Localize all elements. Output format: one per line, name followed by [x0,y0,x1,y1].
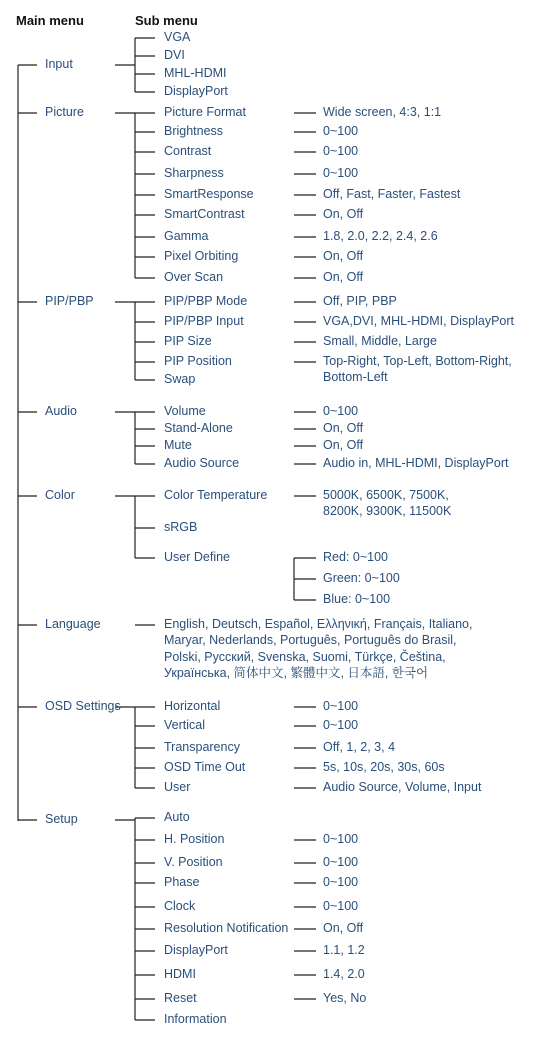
sub-menu-item-brightness[interactable]: Brightness [164,124,224,138]
main-menu-item-color[interactable]: Color [45,488,75,502]
option-values-pip-pbp-input: VGA,DVI, MHL-HDMI, DisplayPort [323,314,515,328]
sub-menu-item-srgb[interactable]: sRGB [164,520,198,534]
main-menu-item-osd-settings[interactable]: OSD Settings [45,699,121,713]
sub-menu-item-pip-size[interactable]: PIP Size [164,334,212,348]
sub-menu-item-dvi[interactable]: DVI [164,48,185,62]
option-values-phase: 0~100 [323,875,359,889]
option-values-sharpness: 0~100 [323,166,359,180]
sub-menu-item-gamma[interactable]: Gamma [164,229,209,243]
sub-menu-item-clock[interactable]: Clock [164,899,196,913]
option-values-pixel-orbiting: On, Off [323,249,364,263]
sub-menu-item-smartresponse[interactable]: SmartResponse [164,187,254,201]
sub-menu-header: Sub menu [135,13,198,28]
option-values-transparency: Off, 1, 2, 3, 4 [323,740,396,754]
sub-menu-item-h-position[interactable]: H. Position [164,832,225,846]
user-define-value-0: Red: 0~100 [323,550,388,564]
main-menu-item-pip-pbp[interactable]: PIP/PBP [45,294,94,308]
sub-menu-item-displayport[interactable]: DisplayPort [164,943,228,957]
sub-menu-item-smartcontrast[interactable]: SmartContrast [164,207,245,221]
option-values-displayport: 1.1, 1.2 [323,943,365,957]
main-menu-item-language[interactable]: Language [45,617,101,631]
sub-menu-item-hdmi[interactable]: HDMI [164,967,196,981]
option-values-audio-source: Audio in, MHL-HDMI, DisplayPort [323,456,509,470]
language-options-line-3: Українська, 简体中文, 繁體中文, 日本語, 한국어 [164,666,429,681]
option-values-pip-size: Small, Middle, Large [323,334,437,348]
sub-menu-item-phase[interactable]: Phase [164,875,200,889]
option-values-h-position: 0~100 [323,832,359,846]
language-options-line-2: Polski, Русский, Svenska, Suomi, Türkçe, Čeština, [164,649,446,664]
language-options-line-0: English, Deutsch, Español, Ελληνική, Français, Italiano, [164,617,473,631]
sub-menu-item-picture-format[interactable]: Picture Format [164,105,246,119]
option-values-contrast: 0~100 [323,144,359,158]
sub-menu-item-vga[interactable]: VGA [164,30,191,44]
sub-menu-item-vertical[interactable]: Vertical [164,718,205,732]
sub-menu-item-color-temperature[interactable]: Color Temperature [164,488,268,502]
option-values-osd-time-out: 5s, 10s, 20s, 30s, 60s [323,760,445,774]
sub-menu-item-swap[interactable]: Swap [164,372,196,386]
main-menu-header: Main menu [16,13,84,28]
sub-menu-item-v-position[interactable]: V. Position [164,855,223,869]
option-values-stand-alone: On, Off [323,421,364,435]
option-values-gamma: 1.8, 2.0, 2.2, 2.4, 2.6 [323,229,438,243]
sub-menu-item-volume[interactable]: Volume [164,404,206,418]
sub-menu-item-pip-pbp-mode[interactable]: PIP/PBP Mode [164,294,248,308]
option-values-horizontal: 0~100 [323,699,359,713]
option-values-cont-color-temperature: 8200K, 9300K, 11500K [323,504,452,518]
option-values-user: Audio Source, Volume, Input [323,780,482,794]
option-values-volume: 0~100 [323,404,359,418]
option-values-resolution-notification: On, Off [323,921,364,935]
sub-menu-item-pixel-orbiting[interactable]: Pixel Orbiting [164,249,239,263]
sub-menu-item-resolution-notification[interactable]: Resolution Notification [164,921,289,935]
option-values-pip-position: Top-Right, Top-Left, Bottom-Right, [323,354,512,368]
sub-menu-item-mhl-hdmi[interactable]: MHL-HDMI [164,66,227,80]
user-define-value-2: Blue: 0~100 [323,592,391,606]
sub-menu-item-audio-source[interactable]: Audio Source [164,456,240,470]
option-values-hdmi: 1.4, 2.0 [323,967,365,981]
sub-menu-item-displayport[interactable]: DisplayPort [164,84,228,98]
option-values-smartcontrast: On, Off [323,207,364,221]
sub-menu-item-osd-time-out[interactable]: OSD Time Out [164,760,246,774]
main-menu-item-input[interactable]: Input [45,57,73,71]
sub-menu-item-auto[interactable]: Auto [164,810,190,824]
sub-menu-item-over-scan[interactable]: Over Scan [164,270,224,284]
sub-menu-item-stand-alone[interactable]: Stand-Alone [164,421,233,435]
option-values-pip-pbp-mode: Off, PIP, PBP [323,294,397,308]
option-values-clock: 0~100 [323,899,359,913]
option-values-color-temperature: 5000K, 6500K, 7500K, [323,488,449,502]
sub-menu-item-sharpness[interactable]: Sharpness [164,166,224,180]
option-values-over-scan: On, Off [323,270,364,284]
option-values-cont-pip-position: Bottom-Left [323,370,388,384]
option-values-reset: Yes, No [323,991,367,1005]
option-values-picture-format: Wide screen, 4:3, 1:1 [323,105,442,119]
option-values-v-position: 0~100 [323,855,359,869]
sub-menu-item-pip-pbp-input[interactable]: PIP/PBP Input [164,314,244,328]
sub-menu-item-reset[interactable]: Reset [164,991,197,1005]
main-menu-item-setup[interactable]: Setup [45,812,78,826]
sub-menu-item-mute[interactable]: Mute [164,438,192,452]
language-options-line-1: Maryar, Nederlands, Português, Português do Brasil, [164,633,457,648]
option-values-smartresponse: Off, Fast, Faster, Fastest [323,187,461,201]
sub-menu-item-pip-position[interactable]: PIP Position [164,354,232,368]
sub-menu-item-contrast[interactable]: Contrast [164,144,212,158]
user-define-value-1: Green: 0~100 [323,571,400,585]
sub-menu-item-information[interactable]: Information [164,1012,227,1026]
sub-menu-item-horizontal[interactable]: Horizontal [164,699,221,713]
option-values-mute: On, Off [323,438,364,452]
sub-menu-item-transparency[interactable]: Transparency [164,740,240,754]
option-values-brightness: 0~100 [323,124,359,138]
main-menu-item-picture[interactable]: Picture [45,105,84,119]
option-values-vertical: 0~100 [323,718,359,732]
sub-menu-item-user-define[interactable]: User Define [164,550,230,564]
main-menu-item-audio[interactable]: Audio [45,404,77,418]
sub-menu-item-user[interactable]: User [164,780,191,794]
